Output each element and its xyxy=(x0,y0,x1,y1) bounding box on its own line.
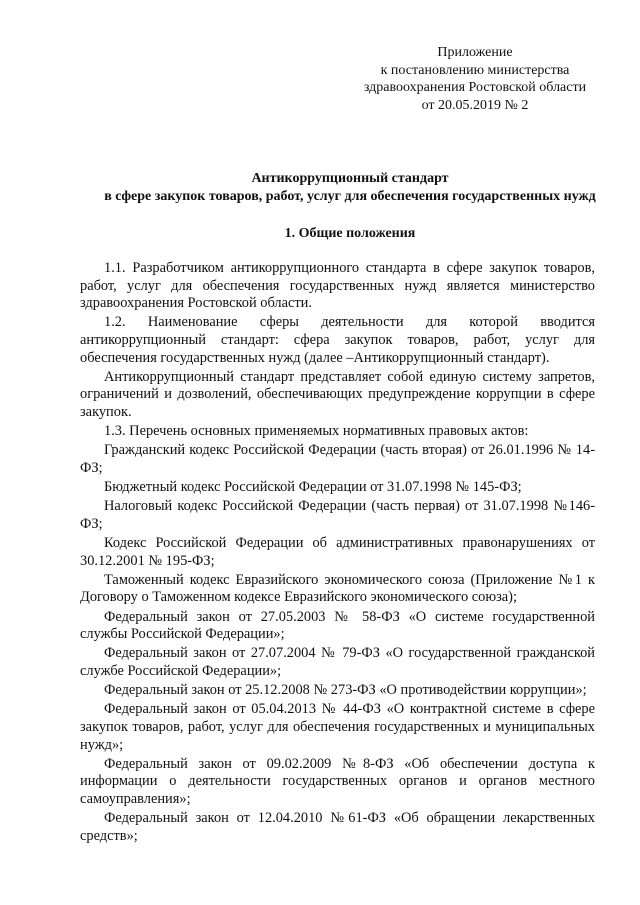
title-line-2: в сфере закупок товаров, работ, услуг для обеспечения государственных нужд xyxy=(104,189,596,204)
paragraph: 1.1. Разработчиком антикоррупционного стандарта в сфере закупок товаров, работ, услуг для обеспечения государственных нужд является министерство здравоохранения Ростовской области. xyxy=(80,260,595,312)
paragraph: Федеральный закон от 09.02.2009 №8-ФЗ «Об обеспечении доступа к информации о деятельности государственных органов и органов местного самоуправления»; xyxy=(80,755,595,807)
paragraph: Федеральный закон от 25.12.2008 № 273-ФЗ «О противодействии коррупции»; xyxy=(104,682,587,699)
paragraph: Таможенный кодекс Евразийского экономического союза (Приложение №1 к Договору о Таможенном кодексе Евразийского экономического союза); xyxy=(80,571,595,606)
document-body xyxy=(80,260,595,847)
paragraph: Федеральный закон от 05.04.2013 № 44-ФЗ «О контрактной системе в сфере закупок товаров, работ, услуг для обеспечения государственных и муниципальных нужд»; xyxy=(80,701,595,753)
appendix-header xyxy=(340,44,610,114)
document-title xyxy=(40,170,640,206)
paragraph: Федеральный закон от 12.04.2010 №61-ФЗ «Об обращении лекарственных средств»; xyxy=(80,810,595,844)
appendix-line-4: от 20.05.2019 № 2 xyxy=(421,97,529,113)
title-line-1: Антикоррупционный стандарт xyxy=(251,171,449,186)
paragraph: Налоговый кодекс Российской Федерации (часть первая) от 31.07.1998 №146-ФЗ; xyxy=(80,498,595,532)
paragraph: Бюджетный кодекс Российской Федерации от 31.07.1998 № 145-ФЗ; xyxy=(104,479,522,496)
paragraph: Федеральный закон от 27.07.2004 № 79-ФЗ «О государственной гражданской службе Российской Федерации»; xyxy=(80,645,595,679)
paragraph: Гражданский кодекс Российской Федерации (часть вторая) от 26.01.1996 № 14-ФЗ; xyxy=(80,442,595,476)
appendix-line-2: к постановлению министерства xyxy=(380,62,570,78)
paragraph: 1.2. Наименование сферы деятельности для которой вводится антикоррупционный стандарт: сфера закупок товаров, работ, услуг для обеспечения государственных нужд (далее –Антикоррупционный стандарт). xyxy=(80,314,595,366)
appendix-line-3: здравоохранения Ростовской области xyxy=(363,80,587,95)
paragraph: Федеральный закон от 27.05.2003 № 58-ФЗ «О системе государственной службы Российской Федерации»; xyxy=(80,608,595,643)
paragraph: Антикоррупционный стандарт представляет собой единую систему запретов, ограничений и дозволений, обеспечивающих предупреждение коррупции в сфере закупок. xyxy=(80,368,595,420)
appendix-line-1: Приложение xyxy=(437,45,513,60)
paragraph: Кодекс Российской Федерации об административных правонарушениях от 30.12.2001 № 195-ФЗ; xyxy=(80,535,595,569)
paragraph: 1.3. Перечень основных применяемых нормативных правовых актов: xyxy=(104,423,529,440)
section-heading: 1. Общие положения xyxy=(284,226,416,241)
